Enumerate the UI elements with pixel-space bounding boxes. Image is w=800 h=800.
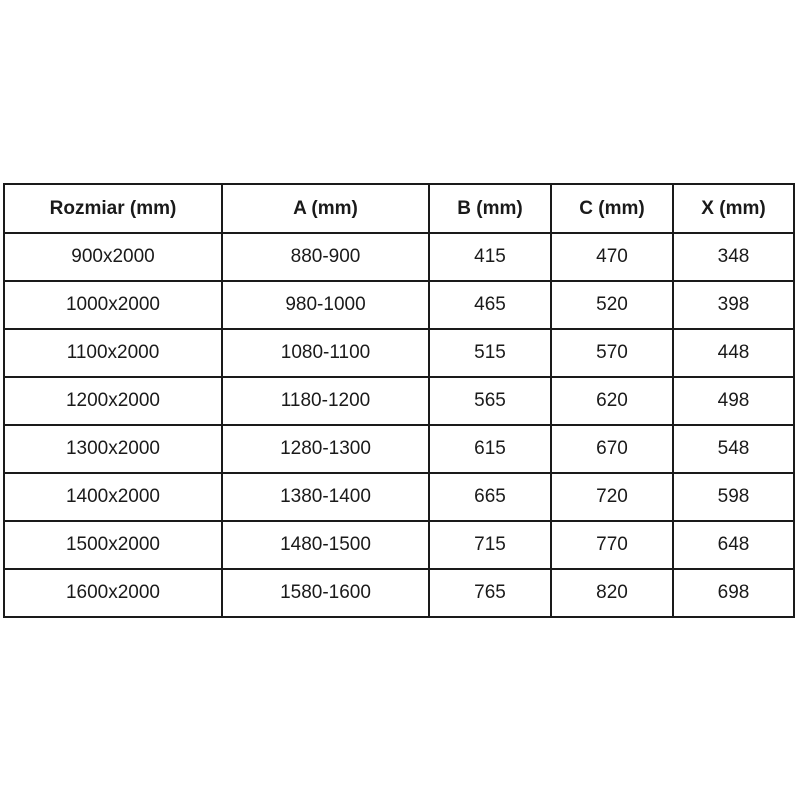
column-header-c: C (mm) xyxy=(551,184,673,233)
table-cell-c: 720 xyxy=(551,473,673,521)
table-row xyxy=(4,473,794,521)
table-row xyxy=(4,233,794,281)
column-header-b: B (mm) xyxy=(429,184,551,233)
table-cell-rozmiar: 1200x2000 xyxy=(4,377,222,425)
table-cell-c: 520 xyxy=(551,281,673,329)
table-row xyxy=(4,425,794,473)
table-cell-a: 1380-1400 xyxy=(222,473,429,521)
table-cell-rozmiar: 1300x2000 xyxy=(4,425,222,473)
table-cell-x: 648 xyxy=(673,521,794,569)
table-cell-a: 1580-1600 xyxy=(222,569,429,617)
table-cell-b: 665 xyxy=(429,473,551,521)
table-cell-x: 698 xyxy=(673,569,794,617)
table-cell-b: 715 xyxy=(429,521,551,569)
table-cell-c: 620 xyxy=(551,377,673,425)
table-row xyxy=(4,521,794,569)
table-cell-b: 765 xyxy=(429,569,551,617)
table-row xyxy=(4,377,794,425)
table-cell-c: 470 xyxy=(551,233,673,281)
table-cell-c: 770 xyxy=(551,521,673,569)
size-spec-table xyxy=(3,183,795,618)
table-cell-x: 398 xyxy=(673,281,794,329)
table-cell-rozmiar: 1100x2000 xyxy=(4,329,222,377)
table-cell-b: 565 xyxy=(429,377,551,425)
table-cell-rozmiar: 900x2000 xyxy=(4,233,222,281)
table-cell-c: 820 xyxy=(551,569,673,617)
table-cell-c: 570 xyxy=(551,329,673,377)
table-cell-b: 615 xyxy=(429,425,551,473)
table-row xyxy=(4,569,794,617)
column-header-x: X (mm) xyxy=(673,184,794,233)
table-cell-b: 515 xyxy=(429,329,551,377)
table-cell-c: 670 xyxy=(551,425,673,473)
table-cell-rozmiar: 1500x2000 xyxy=(4,521,222,569)
table-header-row xyxy=(4,184,794,233)
table-row xyxy=(4,281,794,329)
table-row xyxy=(4,329,794,377)
table-body xyxy=(4,233,794,617)
table-row-header xyxy=(4,184,794,233)
table-cell-rozmiar: 1000x2000 xyxy=(4,281,222,329)
table-cell-x: 598 xyxy=(673,473,794,521)
table-cell-b: 465 xyxy=(429,281,551,329)
table-cell-rozmiar: 1400x2000 xyxy=(4,473,222,521)
table-cell-x: 348 xyxy=(673,233,794,281)
column-header-a: A (mm) xyxy=(222,184,429,233)
table-cell-a: 1480-1500 xyxy=(222,521,429,569)
table-cell-rozmiar: 1600x2000 xyxy=(4,569,222,617)
table-cell-x: 498 xyxy=(673,377,794,425)
table-cell-x: 548 xyxy=(673,425,794,473)
table-cell-a: 1080-1100 xyxy=(222,329,429,377)
table-cell-b: 415 xyxy=(429,233,551,281)
table-cell-a: 1180-1200 xyxy=(222,377,429,425)
column-header-rozmiar: Rozmiar (mm) xyxy=(4,184,222,233)
table-cell-a: 980-1000 xyxy=(222,281,429,329)
table-cell-a: 880-900 xyxy=(222,233,429,281)
table-cell-x: 448 xyxy=(673,329,794,377)
table-cell-a: 1280-1300 xyxy=(222,425,429,473)
